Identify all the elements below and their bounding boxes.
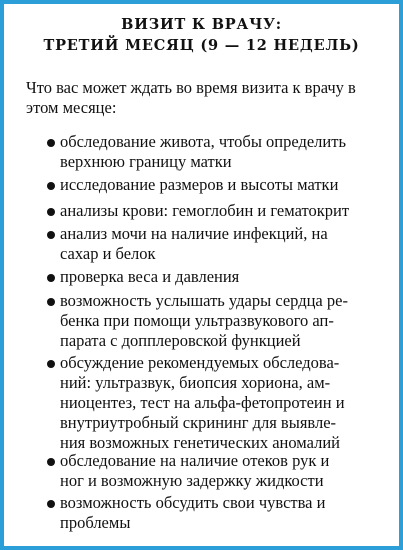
list-item-line: ний: ультразвук, биопсия хориона, ам- <box>60 373 331 392</box>
list-item-line: проверка веса и давления <box>60 267 240 286</box>
list-item-line: ног и возможную задержку жидкости <box>60 471 324 490</box>
list-item-line: ниоцентез, тест на альфа-фетопротеин и <box>60 393 345 412</box>
bullet-icon <box>47 274 55 282</box>
intro-line-2: этом месяце: <box>26 98 117 117</box>
intro-paragraph <box>26 78 381 118</box>
list-item-text <box>60 201 381 221</box>
bullet-icon <box>47 208 55 216</box>
bullet-icon <box>47 139 55 147</box>
bullet-icon <box>47 360 55 368</box>
bullet-icon <box>47 458 55 466</box>
title-line-1: ВИЗИТ К ВРАЧУ: <box>121 16 282 33</box>
list-item-line: анализ мочи на наличие инфекций, на <box>60 224 328 243</box>
list-item-text <box>60 291 381 351</box>
list-item-line: обследование на наличие отеков рук и <box>60 451 330 470</box>
list-item-line: обсуждение рекомендуемых обследова- <box>60 353 340 372</box>
list-item-line: сахар и белок <box>60 244 156 263</box>
list-item-text <box>60 132 381 172</box>
list-item-line: возможность обсудить свои чувства и <box>60 493 326 512</box>
list-item-text <box>60 175 381 195</box>
bullet-icon <box>47 231 55 239</box>
list-item-line: бенка при помощи ультразвукового ап- <box>60 311 334 330</box>
list-item-line: парата с допплеровской функцией <box>60 331 301 350</box>
list-item-text <box>60 493 381 533</box>
bullet-icon <box>47 500 55 508</box>
list-item-line: анализы крови: гемоглобин и гематокрит <box>60 201 350 220</box>
list-item-text <box>60 353 381 453</box>
list-item-text <box>60 451 381 491</box>
title-line-2: ТРЕТИЙ МЕСЯЦ (9 — 12 НЕДЕЛЬ) <box>43 37 360 54</box>
bullet-icon <box>47 298 55 306</box>
list-item-line: верхнюю границу матки <box>60 152 232 171</box>
list-item-text <box>60 267 381 287</box>
list-item-line: внутриутробный скрининг для выявле- <box>60 413 337 432</box>
page-title <box>20 14 383 56</box>
list-item-line: исследование размеров и высоты матки <box>60 175 339 194</box>
bullet-icon <box>47 182 55 190</box>
intro-line-1: Что вас может ждать во время визита к врачу в <box>26 78 356 97</box>
list-item-line: обследование живота, чтобы определить <box>60 132 346 151</box>
list-item-line: возможность услышать удары сердца ре- <box>60 291 348 310</box>
list-item-line: ния возможных генетических аномалий <box>60 433 340 452</box>
list-item-text <box>60 224 381 264</box>
list-item-line: проблемы <box>60 513 131 532</box>
